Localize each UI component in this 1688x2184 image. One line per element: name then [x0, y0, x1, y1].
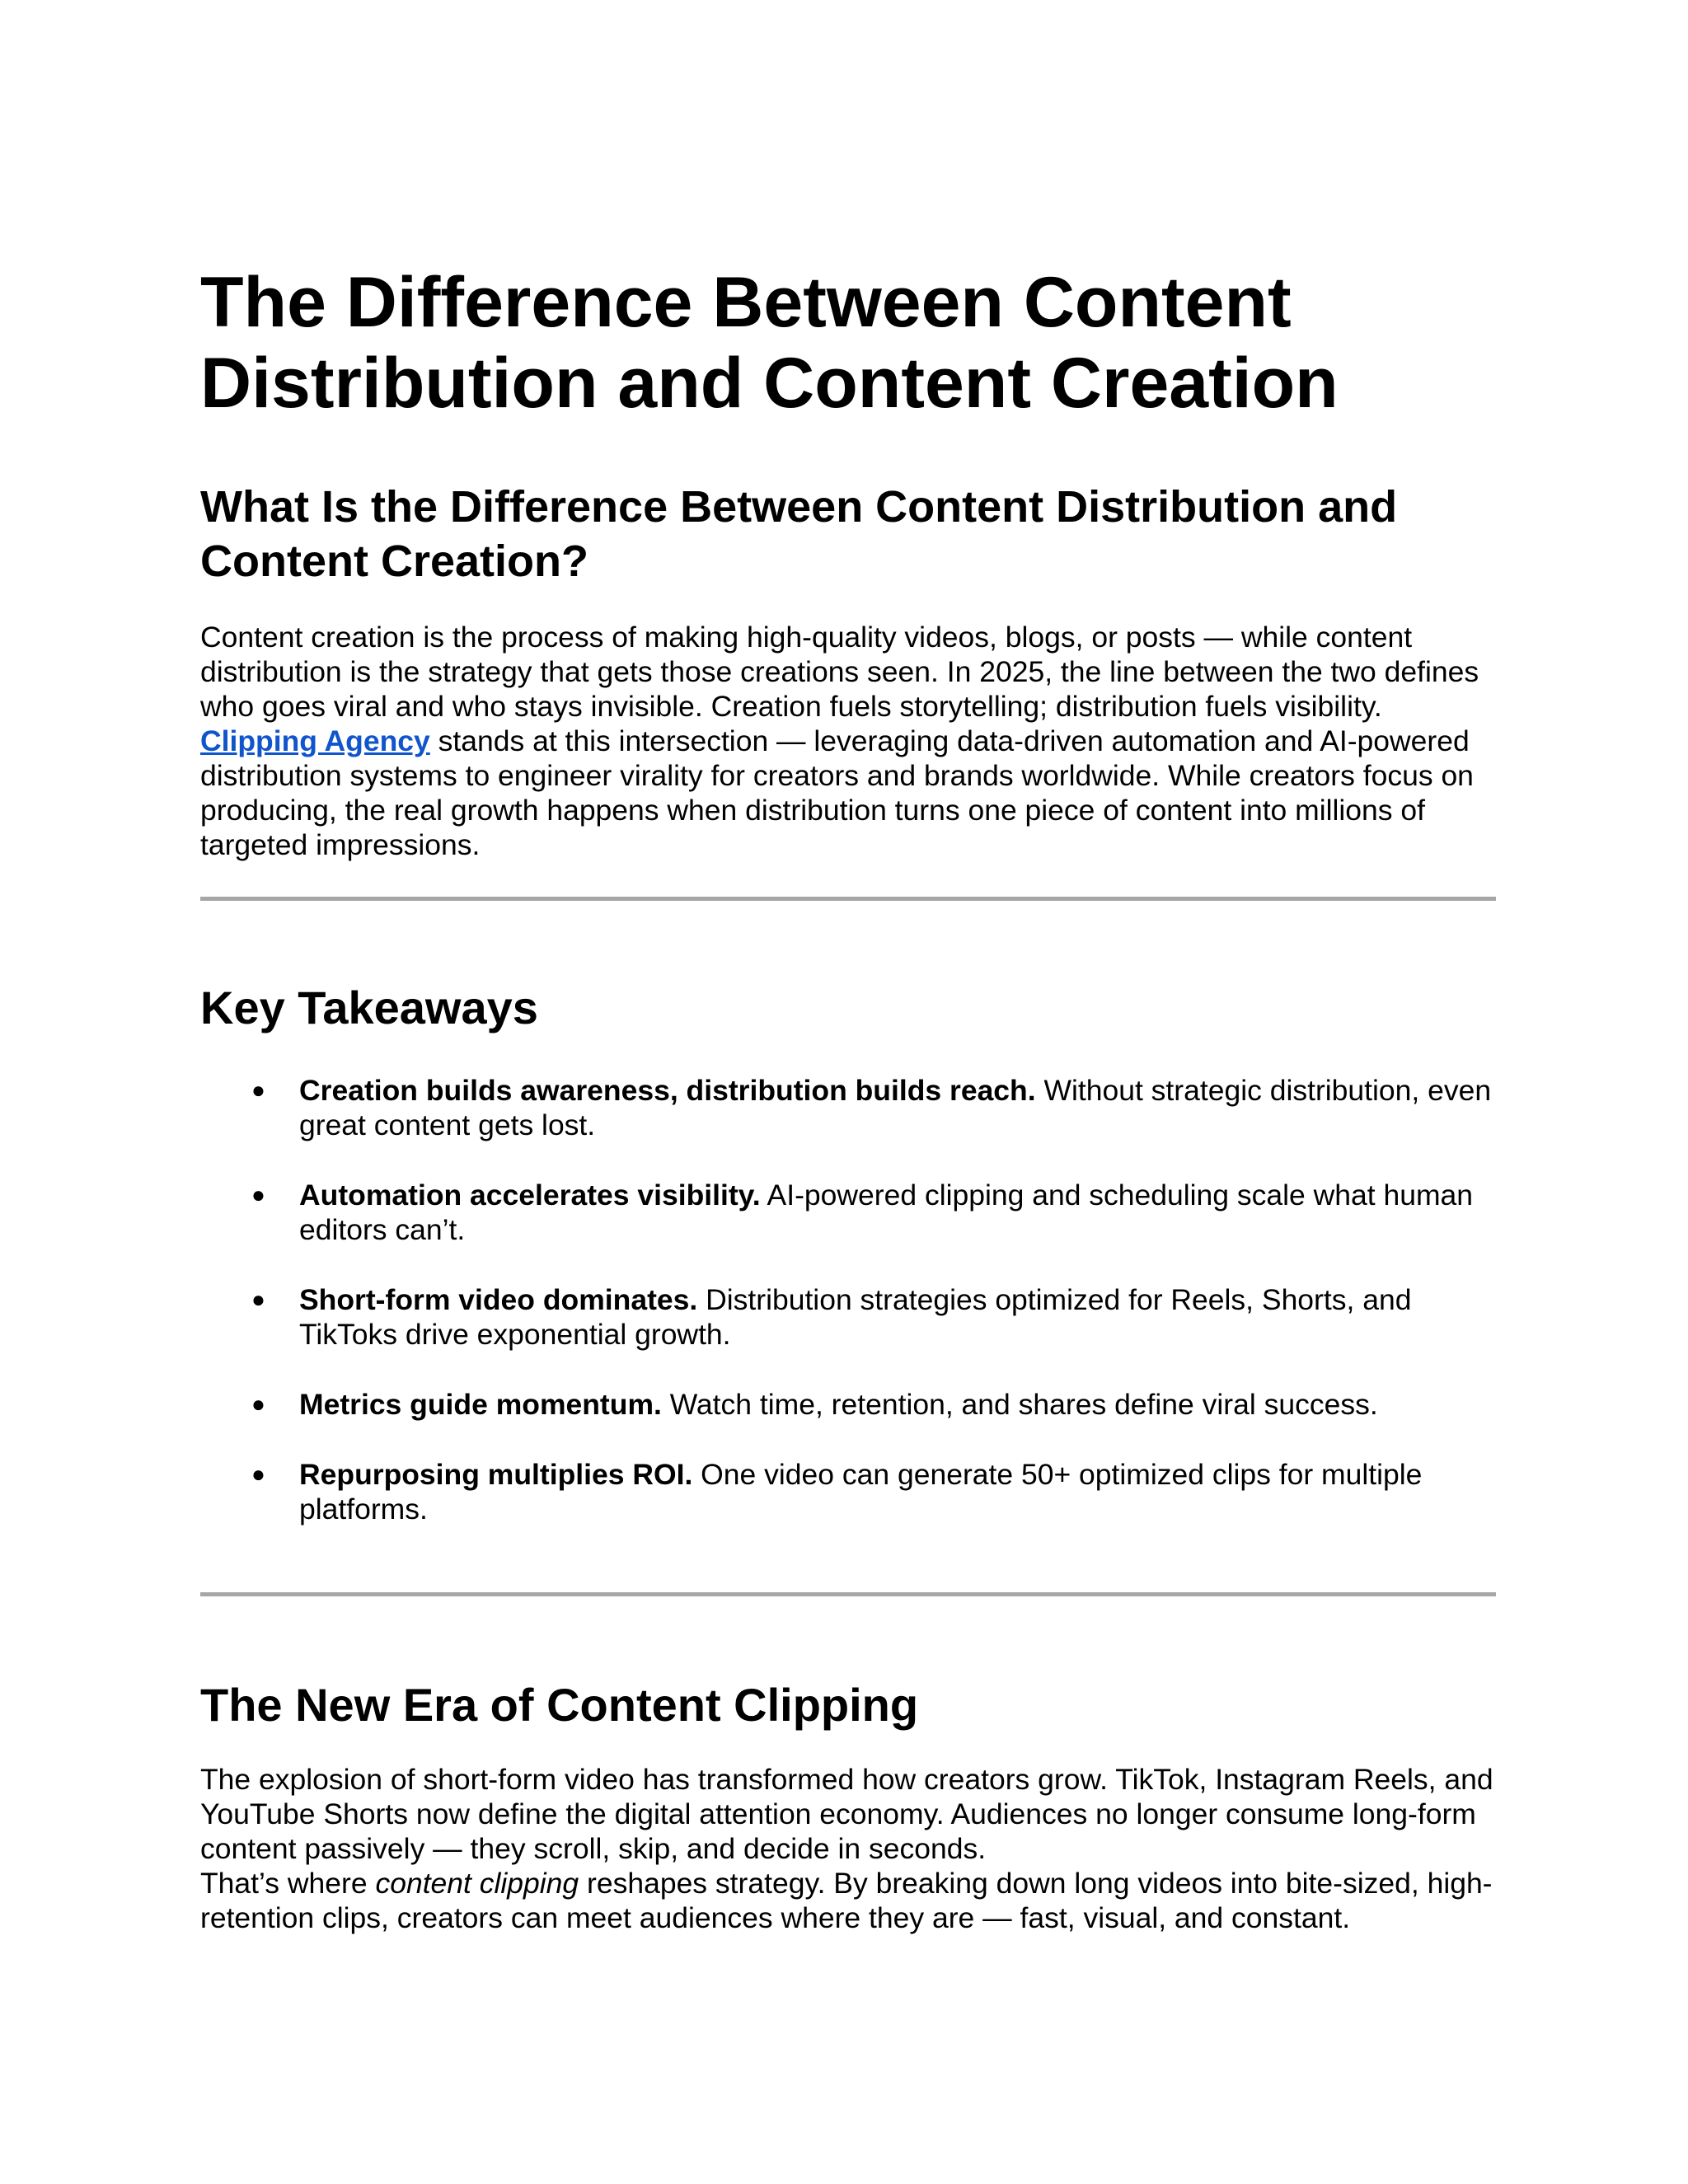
clipping-text-after-italic: reshapes strategy. By breaking down long videos into bite-sized, high-retention clips, creators can meet audiences where they are — fast, visual, and constant.: [200, 1867, 1493, 1934]
takeaway-item: [200, 1387, 1496, 1422]
takeaway-bold-lead: Short-form video dominates.: [299, 1283, 698, 1316]
takeaway-bold-lead: Metrics guide momentum.: [299, 1388, 662, 1421]
takeaway-text: Distribution strategies optimized for Reels, Shorts, and TikToks drive exponential growth.: [299, 1283, 1412, 1351]
takeaway-text: AI-powered clipping and scheduling scale what human editors can’t.: [299, 1179, 1474, 1246]
intro-text-before-link: Content creation is the process of making high-quality videos, blogs, or posts — while content distribution is the strategy that gets those creations seen. In 2025, the line between the two defines who goes viral and who stays invisible. Creation fuels storytelling; distribution fuels visibility.: [200, 621, 1479, 723]
takeaway-item: [200, 1073, 1496, 1142]
bullet-icon: ●: [251, 1461, 265, 1487]
takeaway-item: [200, 1178, 1496, 1247]
takeaway-item: [200, 1282, 1496, 1352]
clipping-paragraph-2: [200, 1866, 1496, 1935]
section-divider-2: [200, 1592, 1496, 1596]
page-title: The Difference Between Content Distribution and Content Creation: [200, 263, 1339, 423]
bullet-icon: ●: [251, 1391, 265, 1417]
bullet-icon: ●: [251, 1077, 265, 1103]
bullet-icon: ●: [251, 1182, 265, 1207]
clipping-section-heading: The New Era of Content Clipping: [200, 1679, 919, 1731]
clipping-paragraph-1: The explosion of short-form video has transformed how creators grow. TikTok, Instagram Reels, and YouTube Shorts now define the digital attention economy. Audiences no longer consume long-form content passively — they scroll, skip, and decide in seconds.: [200, 1763, 1493, 1865]
takeaway-text: Without strategic distribution, even great content gets lost.: [299, 1074, 1492, 1141]
takeaway-bold-lead: Repurposing multiplies ROI.: [299, 1458, 693, 1491]
takeaway-bold-lead: Creation builds awareness, distribution builds reach.: [299, 1074, 1036, 1107]
takeaway-item: [200, 1457, 1496, 1526]
takeaway-bold-lead: Automation accelerates visibility.: [299, 1179, 761, 1212]
clipping-agency-link[interactable]: Clipping Agency: [200, 724, 430, 757]
key-takeaways-list: [200, 1073, 1496, 1562]
intro-text-after-link: stands at this intersection — leveraging data-driven automation and AI-powered distribution systems to engineer virality for creators and brands worldwide. While creators focus on producing, the real growth happens when distribution turns one piece of content into millions of targeted impressions.: [200, 724, 1474, 861]
intro-paragraph: [200, 620, 1496, 862]
section-divider-1: [200, 897, 1496, 901]
key-takeaways-heading: Key Takeaways: [200, 982, 538, 1033]
bullet-icon: ●: [251, 1286, 265, 1312]
clipping-text-before-italic: That’s where: [200, 1867, 376, 1900]
question-heading: What Is the Difference Between Content Distribution and Content Creation?: [200, 482, 1398, 586]
takeaway-text: Watch time, retention, and shares define viral success.: [661, 1388, 1378, 1421]
takeaway-text: One video can generate 50+ optimized clips for multiple platforms.: [299, 1458, 1423, 1526]
content-clipping-emphasis: content clipping: [375, 1867, 579, 1900]
